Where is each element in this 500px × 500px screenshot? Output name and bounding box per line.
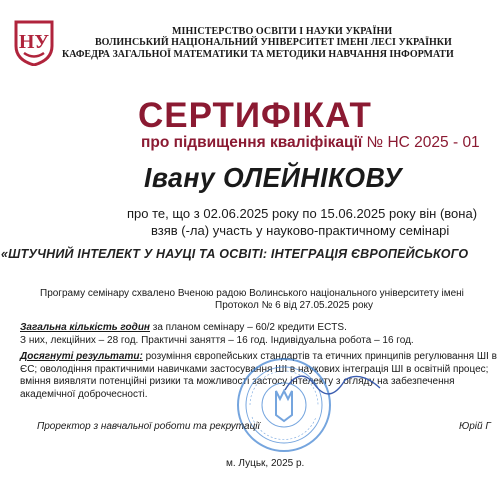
- dates-line: про те, що з 02.06.2025 року по 15.06.2025 року він (вона): [127, 206, 478, 221]
- signatory-name: Юрій Г: [459, 421, 491, 432]
- certificate-subtitle: [141, 134, 480, 152]
- seminar-title: «ШТУЧНИЙ ІНТЕЛЕКТ У НАУЦІ ТА ОСВІТІ: ІНТЕГРАЦІЯ ЄВРОПЕЙСЬКОГО: [1, 247, 469, 261]
- hours-breakdown: З них, лекційних – 28 год. Практичні заняття – 16 год. Індивідуальна робота – 16 год.: [20, 335, 414, 346]
- certificate-number: № НС 2025 - 01: [362, 134, 480, 151]
- university-name: ВОЛИНСЬКИЙ НАЦІОНАЛЬНИЙ УНІВЕРСИТЕТ ІМЕНІ ЛЕСІ УКРАЇНКИ: [95, 37, 452, 48]
- city-date: м. Луцьк, 2025 р.: [226, 458, 305, 469]
- participation-line: взяв (-ла) участь у науково-практичному семінарі: [151, 223, 450, 238]
- hours-total: [20, 322, 347, 333]
- protocol-line: Протокол № 6 від 27.05.2025 року: [215, 300, 373, 311]
- university-logo: [12, 20, 56, 66]
- results-text: розуміння європейських стандартів та етичних принципів регулювання ШІ в ЄС; оволодіння практичними навичками застосування ШІ в наукових інтеграція ШІ в освітній процес; вміння виявляти потенційні ризики та можливості застосу інтелекту з огляду на забезпечення академічної доброчесності.: [20, 351, 497, 400]
- department-name: КАФЕДРА ЗАГАЛЬНОЇ МАТЕМАТИКИ ТА МЕТОДИКИ НАВЧАННЯ ІНФОРМАТИ: [62, 49, 454, 60]
- program-approval-line: Програму семінару схвалено Вченою радою Волинського національного університету імені: [40, 288, 464, 299]
- results-label: Досягнуті результати:: [20, 351, 143, 362]
- hours-total-text: за планом семінару – 60/2 кредити ECTS.: [149, 322, 347, 333]
- svg-text:НУ: НУ: [18, 31, 50, 53]
- hours-label: Загальна кількість годин: [20, 322, 150, 333]
- prorector-title: Проректор з навчальної роботи та рекрутації: [37, 421, 260, 432]
- subtitle-text: про підвищення кваліфікації: [141, 134, 363, 151]
- certificate-title: СЕРТИФІКАТ: [138, 96, 372, 135]
- ministry-name: МІНІСТЕРСТВО ОСВІТИ І НАУКИ УКРАЇНИ: [172, 26, 393, 37]
- signature-mark: [280, 360, 390, 400]
- recipient-name: Івану ОЛЕЙНІКОВУ: [144, 162, 403, 193]
